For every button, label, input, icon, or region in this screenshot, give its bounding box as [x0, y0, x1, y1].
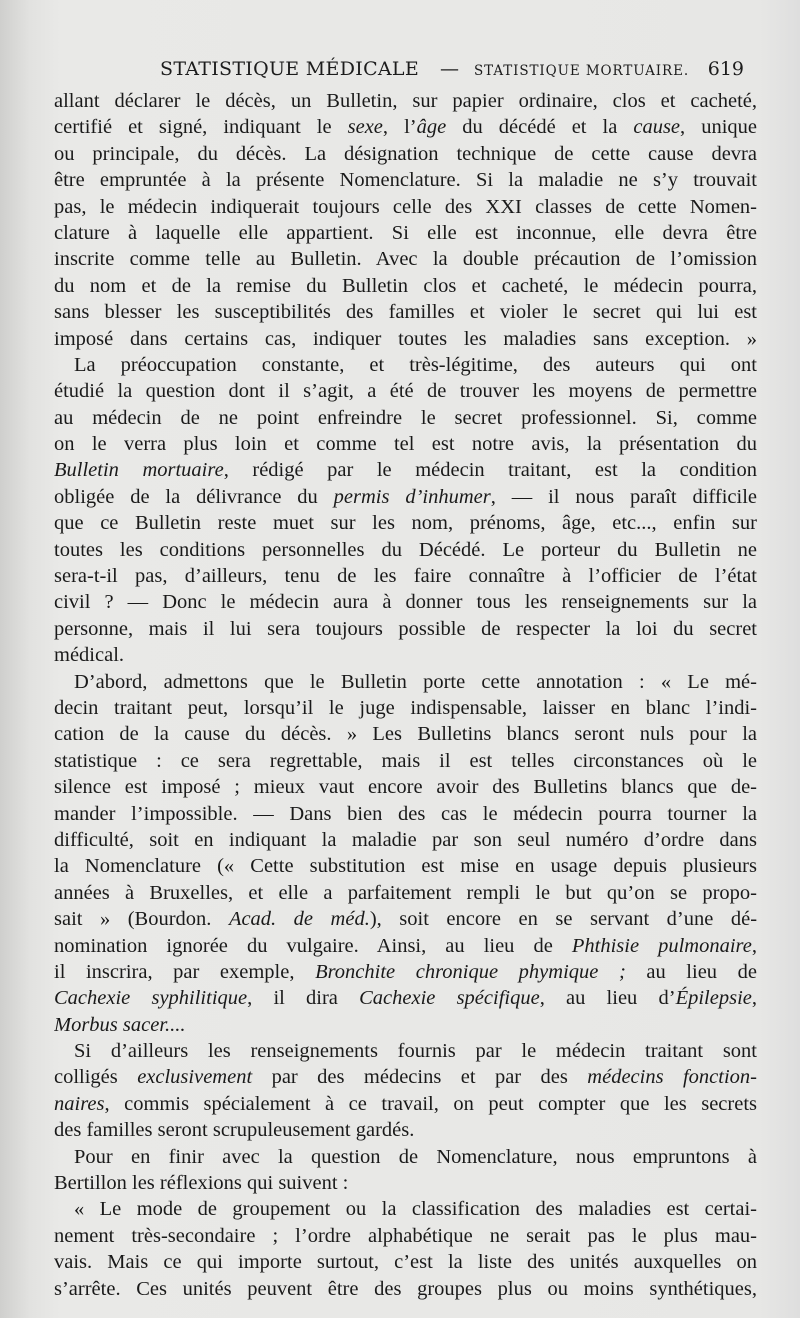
text-line: que ce Bulletin reste muet sur les nom, prénoms, âge, etc..., enfin sur — [54, 512, 757, 535]
header-dash: — — [440, 58, 459, 80]
text-line: certifié et signé, indiquant le sexe, l’âge du décédé et la cause, unique — [54, 116, 757, 139]
text-line: naires, commis spécialement à ce travail, on peut compter que les secrets — [54, 1092, 757, 1115]
text-line: on le verra plus loin et comme tel est notre avis, la présentation du — [54, 433, 757, 456]
text-line: la Nomenclature (« Cette substitution est mise en usage depuis plusieurs — [54, 855, 757, 878]
text-line: « Le mode de groupement ou la classification des maladies est certai- — [74, 1198, 757, 1221]
text-line: sait » (Bourdon. Acad. de méd.), soit encore en se servant d’une dé- — [54, 908, 757, 931]
text-line: D’abord, admettons que le Bulletin porte cette annotation : « Le mé- — [74, 670, 757, 693]
text-line: mander l’impossible. — Dans bien des cas le médecin pourra tourner la — [54, 802, 757, 825]
text-line: sera-t-il pas, d’ailleurs, tenu de les faire connaître à l’officier de l’état — [54, 565, 757, 588]
text-line: difficulté, soit en indiquant la maladie par son seul numéro d’ordre dans — [54, 828, 757, 851]
text-line: civil ? — Donc le médecin aura à donner tous les renseignements sur la — [54, 591, 757, 614]
text-line: decin traitant peut, lorsqu’il le juge indispensable, laisser en blanc l’indi- — [54, 696, 757, 719]
text-line: Pour en finir avec la question de Nomenclature, nous empruntons à — [74, 1145, 757, 1168]
text-line: médical. — [54, 644, 125, 667]
text-line: sans blesser les susceptibilités des familles et violer le secret qui lui est — [54, 301, 757, 324]
text-line: il inscrira, par exemple, Bronchite chronique phymique ; au lieu de — [54, 960, 757, 983]
text-line: s’arrête. Ces unités peuvent être des groupes plus ou moins synthétiques, — [54, 1277, 757, 1300]
text-line: Cachexie syphilitique, il dira Cachexie spécifique, au lieu d’Épilepsie, — [54, 987, 757, 1010]
text-line: être empruntée à la présente Nomenclature. Si la maladie ne s’y trouvait — [54, 169, 757, 192]
text-line: obligée de la délivrance du permis d’inhumer, — il nous paraît difficile — [54, 485, 757, 508]
text-line: Bulletin mortuaire, rédigé par le médecin traitant, est la condition — [54, 459, 757, 482]
text-line: La préoccupation constante, et très-légitime, des auteurs qui ont — [74, 353, 757, 376]
text-line: inscrite comme telle au Bulletin. Avec la double précaution de l’omission — [54, 248, 757, 271]
running-header — [54, 56, 754, 86]
page-number: 619 — [707, 58, 744, 80]
text-line: colligés exclusivement par des médecins et par des médecins fonction- — [54, 1066, 757, 1089]
text-line: imposé dans certains cas, indiquer toutes les maladies sans exception. » — [54, 327, 757, 350]
text-line: étudié la question dont il s’agit, a été de trouver les moyens de permettre — [54, 380, 757, 403]
text-line: allant déclarer le décès, un Bulletin, sur papier ordinaire, clos et cacheté, — [54, 90, 757, 112]
body-text — [54, 88, 757, 1302]
text-line: toutes les conditions personnelles du Décédé. Le porteur du Bulletin ne — [54, 538, 757, 561]
text-line: des familles seront scrupuleusement gardés. — [54, 1119, 415, 1142]
text-line: nomination ignorée du vulgaire. Ainsi, au lieu de Phthisie pulmonaire, — [54, 934, 757, 957]
text-line: pas, le médecin indiquerait toujours celle des XXI classes de cette Nomen- — [54, 195, 757, 218]
running-title: STATISTIQUE MÉDICALE — [160, 58, 420, 80]
text-line: statistique : ce sera regrettable, mais il est telles circonstances où le — [54, 749, 757, 772]
text-line: cation de la cause du décès. » Les Bulletins blancs seront nuls pour la — [54, 723, 757, 746]
text-line: au médecin de ne point enfreindre le secret professionnel. Si, comme — [54, 406, 757, 429]
text-line: du nom et de la remise du Bulletin clos et cacheté, le médecin pourra, — [54, 274, 757, 297]
text-line: Morbus sacer.... — [54, 1013, 186, 1036]
text-line: Si d’ailleurs les renseignements fournis par le médecin traitant sont — [74, 1040, 757, 1063]
text-line: clature à laquelle elle appartient. Si elle est inconnue, elle devra être — [54, 221, 757, 244]
text-line: années à Bruxelles, et elle a parfaitement rempli le but qu’on se propo- — [54, 881, 757, 904]
text-line: ou principale, du décès. La désignation technique de cette cause devra — [54, 142, 757, 165]
text-line: vais. Mais ce qui importe surtout, c’est la liste des unités auxquelles on — [54, 1251, 757, 1274]
text-line: nement très-secondaire ; l’ordre alphabétique ne serait pas le plus mau- — [54, 1224, 757, 1247]
text-line: silence est imposé ; mieux vaut encore avoir des Bulletins blancs que de- — [54, 776, 757, 799]
text-line: Bertillon les réflexions qui suivent : — [54, 1172, 349, 1195]
text-line: personne, mais il lui sera toujours possible de respecter la loi du secret — [54, 617, 757, 640]
running-subtitle: STATISTIQUE MORTUAIRE. — [474, 63, 690, 79]
